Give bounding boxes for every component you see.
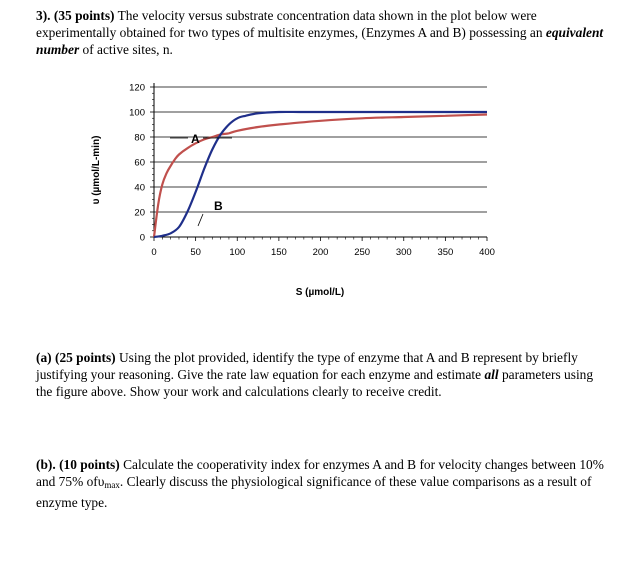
annotation-b: B xyxy=(214,199,223,213)
x-tick-label-400: 400 xyxy=(479,247,495,258)
part-a-text-end: parameters using the figure above. Show your work and calculations clearly to receive credit. xyxy=(36,367,594,399)
y-tick-label-0: 0 xyxy=(139,232,145,244)
y-tick-label-60: 60 xyxy=(134,157,145,169)
x-tick-label-200: 200 xyxy=(312,247,329,258)
part-a-text: Using the plot provided, identify the type of enzyme that A and B represent by briefly justifying your reasoning. Give the rate law equation for each enzyme and estimate xyxy=(36,350,578,382)
x-tick-label-50: 50 xyxy=(190,247,201,258)
part-b xyxy=(36,456,610,511)
y-tick-label-20: 20 xyxy=(134,207,145,219)
part-b-points: (10 points) xyxy=(59,457,120,472)
part-b-text: Calculate the cooperativity index for enzymes A and B for velocity changes between 10% and 75% of xyxy=(36,457,604,489)
x-tick-label-150: 150 xyxy=(270,247,287,258)
intro-emphasis: equivalent number xyxy=(36,25,604,57)
x-axis-ticks xyxy=(151,237,495,258)
y-tick-label-80: 80 xyxy=(134,132,145,144)
series-line-b xyxy=(154,112,487,237)
part-a-emphasis: all xyxy=(484,367,499,382)
x-tick-label-250: 250 xyxy=(354,247,371,258)
vmax-subscript: max xyxy=(104,480,120,490)
chart-series xyxy=(154,112,487,237)
question-number: 3). xyxy=(36,8,51,23)
part-b-text-end: . Clearly discuss the physiological significance of these value comparisons as a result of enzyme type. xyxy=(36,474,592,510)
question-points: (35 points) xyxy=(53,8,115,23)
x-tick-label-0: 0 xyxy=(151,247,157,258)
x-tick-label-100: 100 xyxy=(229,247,246,258)
intro-text: The velocity versus substrate concentration data shown in the plot below were experimentally obtained for two types of multisite enzymes, (Enzymes A and B) possessing an xyxy=(36,8,543,40)
chart-axes xyxy=(154,83,487,237)
y-axis-ticks xyxy=(129,83,154,244)
series-line-a xyxy=(154,115,487,238)
y-tick-label-120: 120 xyxy=(129,82,145,94)
annotation-a: A xyxy=(191,132,200,146)
x-tick-label-300: 300 xyxy=(395,247,412,258)
y-tick-label-100: 100 xyxy=(129,107,145,119)
x-axis-label: S (µmol/L) xyxy=(295,287,345,298)
part-a-points: (25 points) xyxy=(54,350,116,365)
annotation-b-pointer xyxy=(198,214,203,226)
intro-text-end: of active sites, n. xyxy=(82,42,173,57)
chart-gridlines xyxy=(154,87,487,212)
part-a-label: (a) xyxy=(36,350,52,365)
part-b-label: (b). xyxy=(36,457,56,472)
part-a xyxy=(36,349,610,400)
y-axis-label: υ (µmol/L-min) xyxy=(91,135,102,205)
y-tick-label-40: 40 xyxy=(134,182,145,194)
x-tick-label-350: 350 xyxy=(437,247,454,258)
vmax-symbol: υ xyxy=(97,474,105,489)
